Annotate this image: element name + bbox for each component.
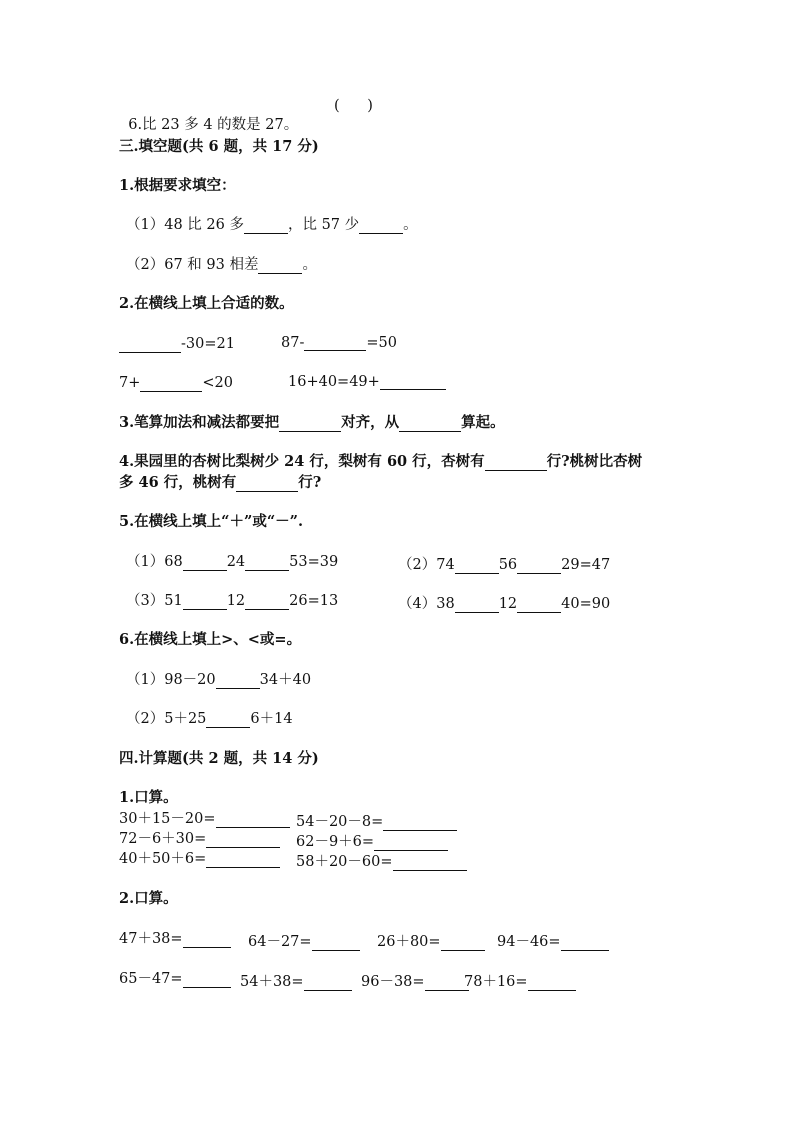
c2-r2-4 xyxy=(464,970,576,991)
c1-expr: 54－20－8= xyxy=(296,814,384,830)
q5-part: 26=13 xyxy=(289,593,339,609)
q1b-pre: （2）67 和 93 相差 xyxy=(126,257,259,273)
q4-line1 xyxy=(119,453,642,471)
c2-r1-3 xyxy=(377,930,485,951)
answer-blank[interactable] xyxy=(245,594,289,610)
c1-expr: 40＋50＋6= xyxy=(119,851,207,867)
answer-blank[interactable] xyxy=(119,337,181,353)
c2-expr: 94－46= xyxy=(497,934,561,950)
q6-b xyxy=(126,710,293,728)
answer-blank[interactable] xyxy=(206,852,280,868)
c1-row1-b xyxy=(296,810,457,831)
q2-row1-a xyxy=(119,335,235,353)
section-3-title: 三.填空题(共 6 题，共 17 分) xyxy=(119,138,319,155)
q5-part: 24 xyxy=(226,554,246,570)
answer-blank[interactable] xyxy=(183,555,227,571)
c2-r2-3 xyxy=(361,970,469,991)
c2-expr: 96－38= xyxy=(361,974,425,990)
q5-part: 53=39 xyxy=(289,554,339,570)
q5-part: 12 xyxy=(226,593,246,609)
answer-blank[interactable] xyxy=(399,416,461,432)
answer-blank[interactable] xyxy=(206,712,250,728)
c1-row2-a xyxy=(119,830,280,848)
q4-l2-end: 行? xyxy=(298,474,322,491)
c1-expr: 30＋15－20= xyxy=(119,811,216,827)
answer-blank[interactable] xyxy=(425,975,469,991)
c1-expr: 72－6＋30= xyxy=(119,831,207,847)
c2-expr: 78＋16= xyxy=(464,974,528,990)
q2-row1-b xyxy=(281,335,397,351)
answer-blank[interactable] xyxy=(393,855,467,871)
answer-blank[interactable] xyxy=(359,218,403,234)
answer-blank[interactable] xyxy=(183,594,227,610)
q1-stem: 1.根据要求填空： xyxy=(119,177,236,194)
c1-row3-b xyxy=(296,850,467,871)
q5-part: （2）74 xyxy=(398,557,455,573)
answer-blank[interactable] xyxy=(304,975,352,991)
c1-expr: 62－9＋6= xyxy=(296,834,375,850)
answer-blank[interactable] xyxy=(517,558,561,574)
answer-blank[interactable] xyxy=(561,935,609,951)
q5-part: （3）51 xyxy=(126,593,183,609)
q1a-mid: ，比 57 少 xyxy=(287,217,360,233)
c2-r2-2 xyxy=(240,970,352,991)
q1a-end: 。 xyxy=(403,217,418,233)
q5-stem: 5.在横线上填上“＋”或“－”. xyxy=(119,513,304,530)
q6-a xyxy=(126,671,311,689)
q2r2b-pre: 16+40=49+ xyxy=(288,374,380,390)
q6-part: （1）98－20 xyxy=(126,672,216,688)
answer-blank[interactable] xyxy=(455,597,499,613)
answer-blank[interactable] xyxy=(517,597,561,613)
q1-part-b xyxy=(126,256,317,274)
q3-pre: 3.笔算加法和减法都要把 xyxy=(119,414,280,431)
q5-part: （1）68 xyxy=(126,554,183,570)
q6-part: 6＋14 xyxy=(250,711,293,727)
answer-blank[interactable] xyxy=(380,374,446,390)
answer-blank[interactable] xyxy=(455,558,499,574)
answer-blank[interactable] xyxy=(485,455,547,471)
q2r1b-pre: 87- xyxy=(281,335,305,351)
q2r2a-end: <20 xyxy=(202,375,233,391)
q2-row2-b xyxy=(288,374,446,390)
tf-item-6-text: 6.比 23 多 4 的数是 27。 xyxy=(128,117,299,133)
q1b-end: 。 xyxy=(302,257,317,273)
c2-r1-2 xyxy=(248,930,360,951)
c2-expr: 64－27= xyxy=(248,934,312,950)
answer-blank[interactable] xyxy=(216,812,290,828)
c2-expr: 54＋38= xyxy=(240,974,304,990)
c1-row2-b xyxy=(296,830,448,851)
q4-l1-pre: 4.果园里的杏树比梨树少 24 行，梨树有 60 行，杏树有 xyxy=(119,453,485,470)
q2r1a-end: -30=21 xyxy=(181,336,235,352)
q3-end: 算起。 xyxy=(461,414,505,431)
q2-stem: 2.在横线上填上合适的数。 xyxy=(119,295,294,312)
q5-part: 12 xyxy=(498,596,518,612)
section-4-title: 四.计算题(共 2 题，共 14 分) xyxy=(119,750,319,767)
q3-mid: 对齐，从 xyxy=(341,414,400,431)
answer-blank[interactable] xyxy=(383,815,457,831)
answer-blank[interactable] xyxy=(528,975,576,991)
answer-blank[interactable] xyxy=(140,376,202,392)
c1-stem: 1.口算。 xyxy=(119,789,178,806)
answer-blank[interactable] xyxy=(374,835,448,851)
q4-line2 xyxy=(119,474,321,492)
answer-blank[interactable] xyxy=(245,555,289,571)
q6-part: （2）5＋25 xyxy=(126,711,207,727)
answer-blank[interactable] xyxy=(441,935,485,951)
answer-blank[interactable] xyxy=(258,258,302,274)
c2-stem: 2.口算。 xyxy=(119,890,178,907)
q1-part-a xyxy=(126,216,418,234)
q5-part: 40=90 xyxy=(561,596,611,612)
q2r1b-end: =50 xyxy=(366,335,397,351)
q5-part: 29=47 xyxy=(561,557,611,573)
c2-r1-4 xyxy=(497,930,609,951)
c1-row3-a xyxy=(119,850,280,868)
answer-blank[interactable] xyxy=(236,476,298,492)
answer-blank[interactable] xyxy=(183,972,231,988)
answer-blank[interactable] xyxy=(244,218,288,234)
q5-part: 56 xyxy=(498,557,518,573)
answer-blank[interactable] xyxy=(279,416,341,432)
answer-blank[interactable] xyxy=(304,335,366,351)
q5-part: （4）38 xyxy=(398,596,455,612)
q5-r2b xyxy=(398,592,610,613)
q3 xyxy=(119,414,505,432)
c1-expr: 58＋20－60= xyxy=(296,854,393,870)
q4-l1-end: 行?桃树比杏树 xyxy=(546,453,643,470)
c2-r2-1 xyxy=(119,970,231,988)
q2-row2-a xyxy=(119,374,233,392)
c1-row1-a xyxy=(119,810,290,828)
q6-part: 34＋40 xyxy=(259,672,312,688)
q5-r1a xyxy=(126,553,338,571)
answer-paren[interactable]: ( ) xyxy=(334,98,373,114)
answer-blank[interactable] xyxy=(312,935,360,951)
c2-expr: 26＋80= xyxy=(377,934,441,950)
c2-expr: 65－47= xyxy=(119,971,183,987)
q5-r2a xyxy=(126,592,338,610)
q5-r1b xyxy=(398,553,610,574)
answer-blank[interactable] xyxy=(183,932,231,948)
c2-r1-1 xyxy=(119,930,231,948)
answer-blank[interactable] xyxy=(206,832,280,848)
q2r2a-pre: 7+ xyxy=(119,375,141,391)
answer-blank[interactable] xyxy=(216,673,260,689)
c2-expr: 47＋38= xyxy=(119,931,183,947)
q1a-pre: （1）48 比 26 多 xyxy=(126,217,244,233)
q4-l2-pre: 多 46 行，桃树有 xyxy=(119,474,237,491)
tf-item-6 xyxy=(119,98,298,134)
q6-stem: 6.在横线上填上>、<或=。 xyxy=(119,631,302,648)
